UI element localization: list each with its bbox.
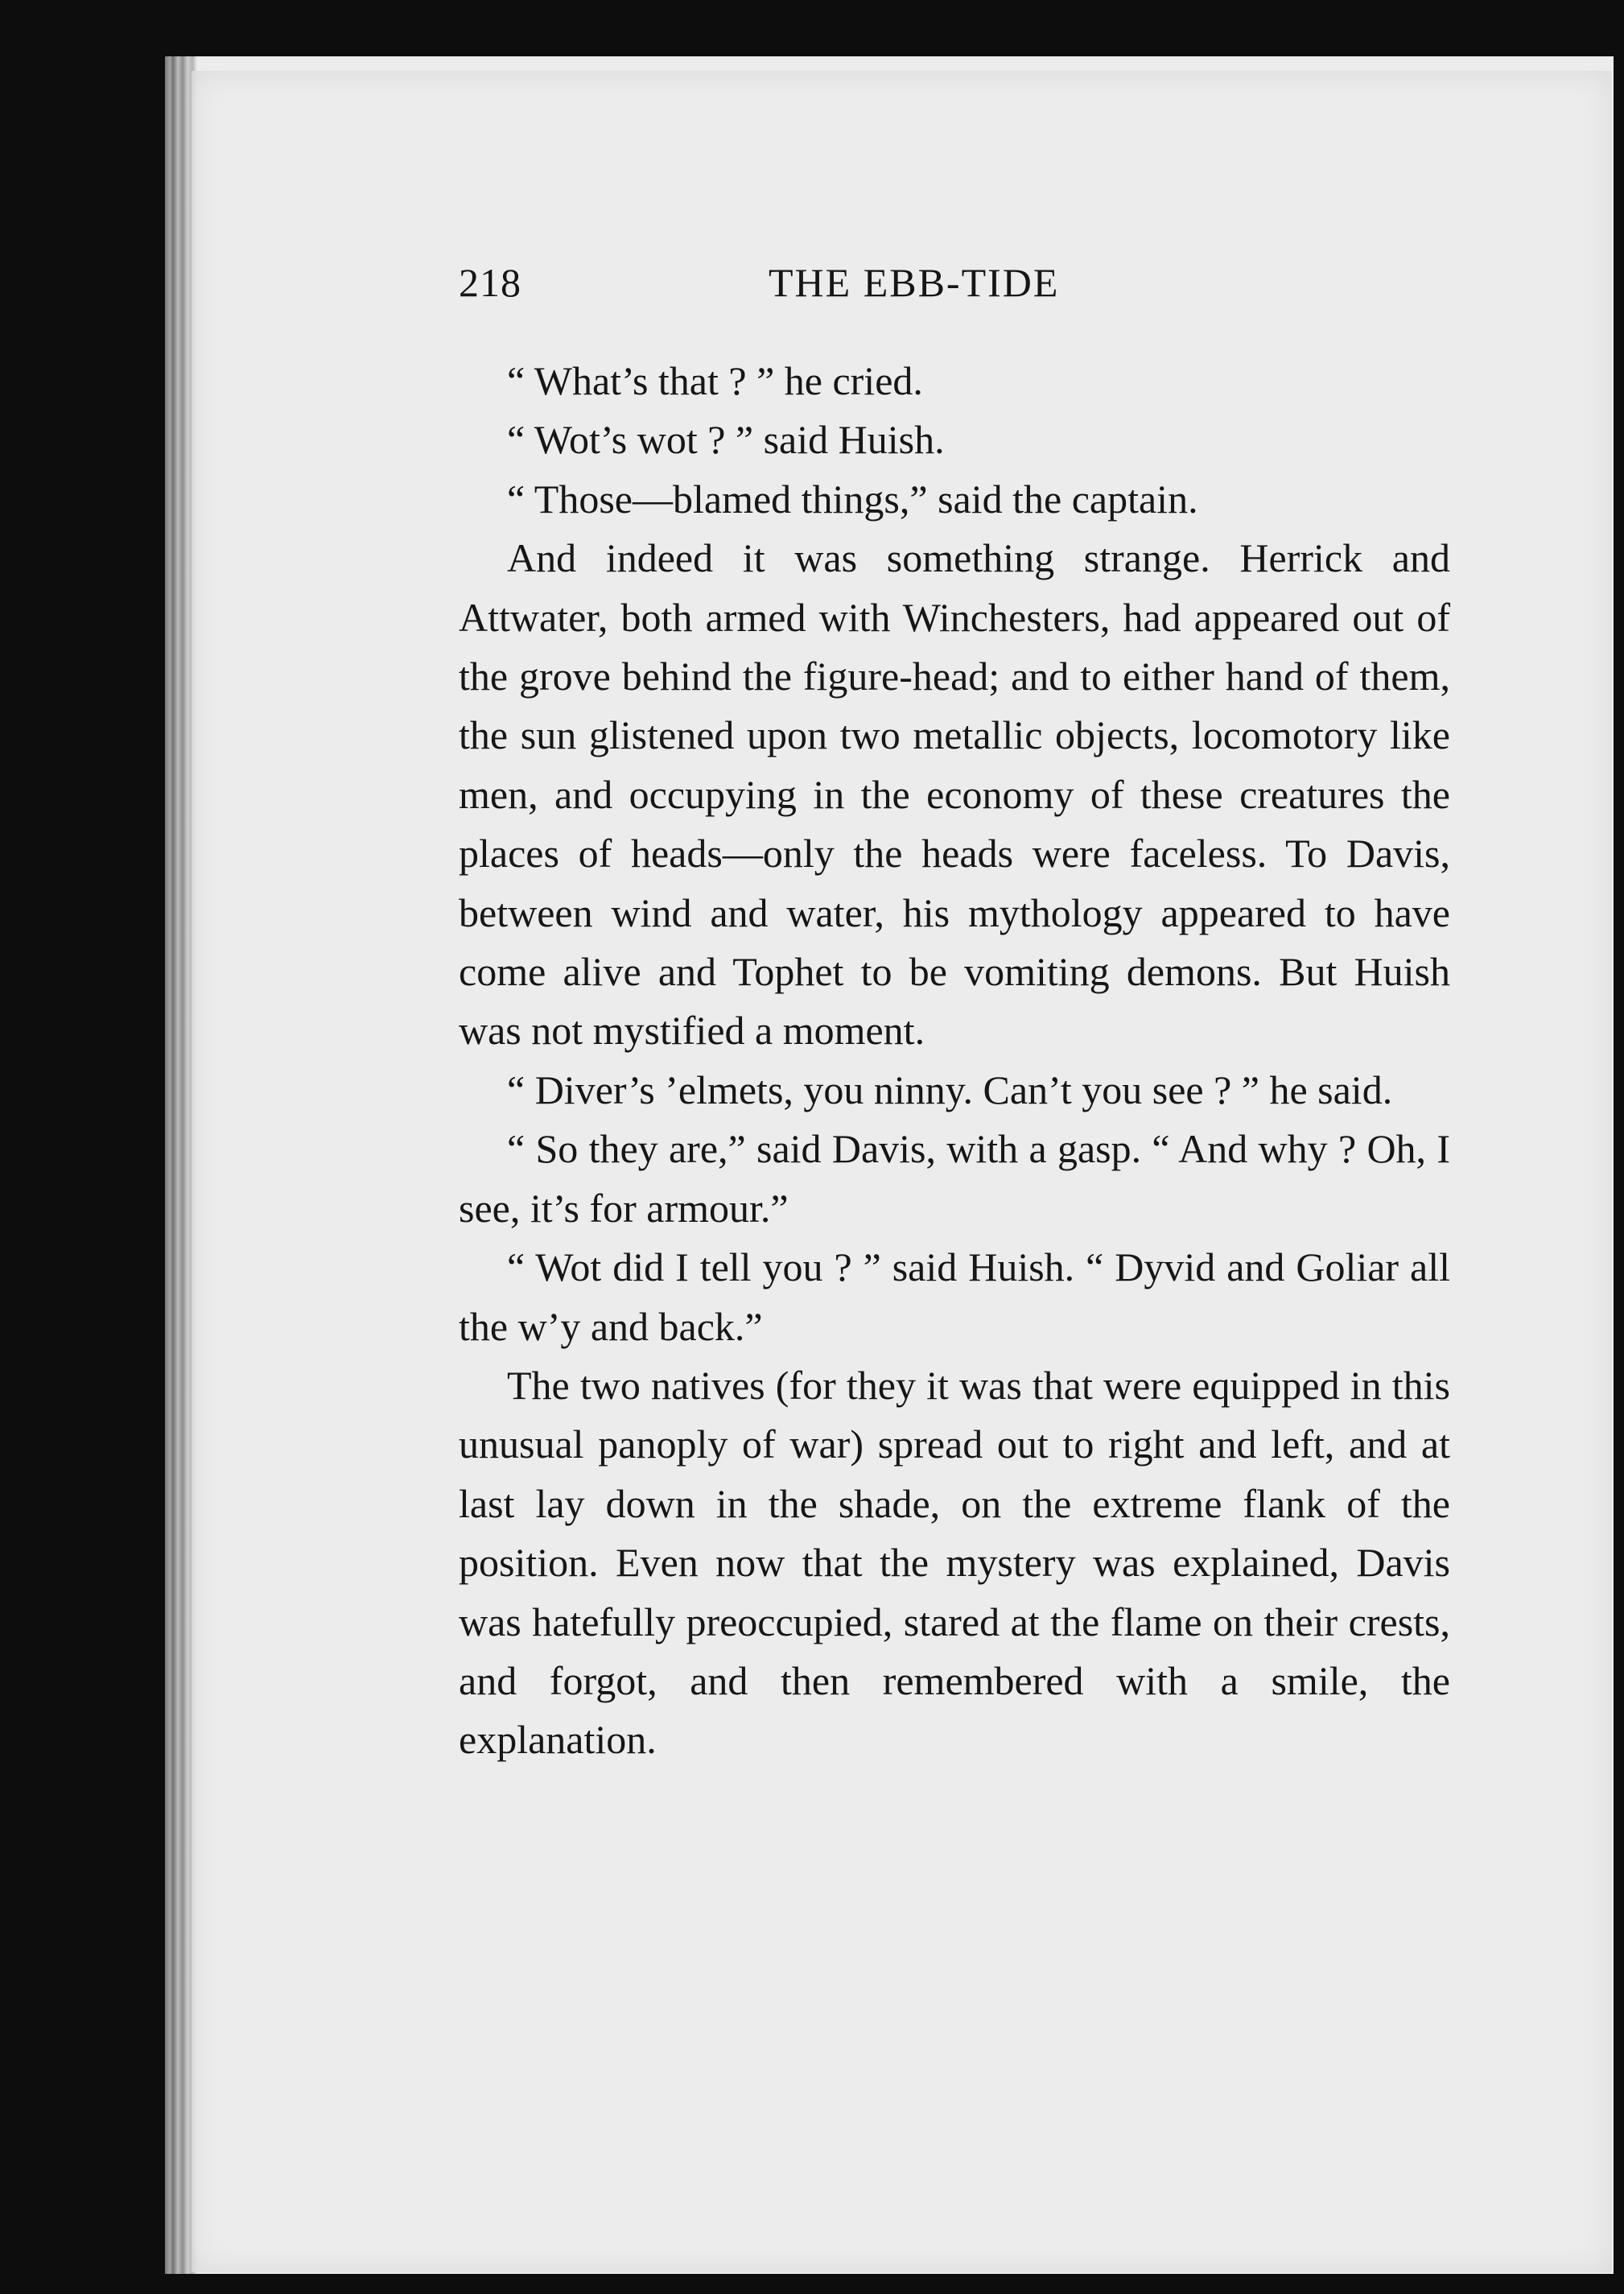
body-text: [459, 352, 1450, 1770]
paragraph: “ Wot’s wot ? ” said Huish.: [507, 417, 945, 463]
book-title: THE EBB-TIDE: [769, 260, 1060, 305]
paragraph: The two natives (for they it was that were equipped in this unusual panoply of war) spread out to right and left, and at last lay down in the shade, on the extreme flank of the position. Even now that the mystery was explained, Davis was hatefully preoccupied, stared at the flame on their crests, and forgot, and then remembered with a smile, the explanation.: [459, 1362, 1450, 1763]
paragraph: “ Those—blamed things,” said the captain.: [507, 476, 1198, 522]
paragraph: “ What’s that ? ” he cried.: [507, 358, 923, 403]
running-head: [459, 259, 1465, 324]
page-number: 218: [459, 260, 521, 305]
paragraph: “ Diver’s ’elmets, you ninny. Can’t you see ? ” he said.: [507, 1067, 1393, 1112]
paragraph: “ Wot did I tell you ? ” said Huish. “ Dyvid and Goliar all the w’y and back.”: [459, 1244, 1450, 1349]
spine-shadow: [165, 56, 197, 2274]
paragraph: And indeed it was something strange. Herrick and Attwater, both armed with Winchesters, had appeared out of the grove behind the figure-head; and to either hand of them, the sun glistened upon two metallic objects, locomotory like men, and occupying in the economy of these creatures the places of heads—only the heads were faceless. To Davis, between wind and water, his mythology appeared to have come alive and Tophet to be vomiting demons. But Huish was not mystified a moment.: [459, 535, 1450, 1054]
paragraph: “ So they are,” said Davis, with a gasp. “ And why ? Oh, I see, it’s for armour.”: [459, 1126, 1450, 1231]
